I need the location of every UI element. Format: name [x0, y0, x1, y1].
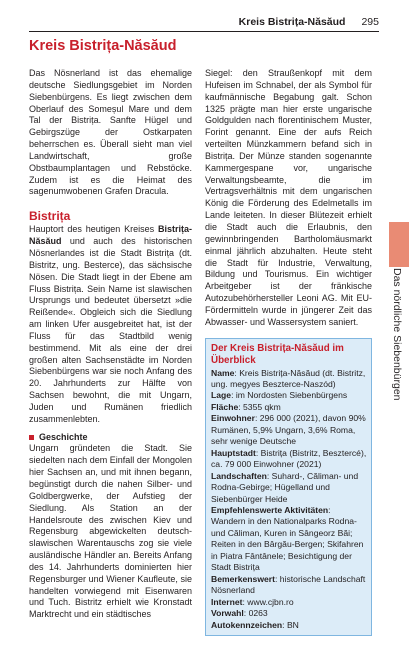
infobox-row-separator: :	[231, 390, 236, 401]
infobox-row-separator: :	[242, 596, 248, 607]
infobox-row-label: Vorwahl	[211, 608, 244, 619]
page-number: 295	[361, 16, 379, 28]
side-label-text: Das nördliche Siebenbürgen	[391, 268, 403, 401]
infobox-row-value: www.cjbn.ro	[247, 596, 294, 607]
section-title: Bistrița	[29, 209, 71, 224]
infobox-row-label: Landschaften	[211, 470, 267, 481]
paragraph-text: und auch des historischen Nösnerlandes ist die Stadt Bistrița (dt. Bistritz, ung. Besterce), das sächsische Nösen. Die Stadt liegt in der Ebene am Fluss Bistrița. Sein Name ist slawischen Ursprungs und bedeutet übersetzt »die Reißende«. Obgleich sich die Siedlung am linken Ufer ausgebreitet hat, ist der Fluss für das Stadtbild wenig bestimmend. Mit als eine der drei großen alten Sachsenstädte im Norden Siebenbürgens war sie noch Anfang des 20. Jahrhunderts zur Hälfte von Sachsen bewohnt, die mit Ungarn, Juden und Rumänen friedlich zusammenlebten.	[29, 236, 192, 424]
infobox-row	[211, 471, 367, 505]
infobox-row	[211, 608, 367, 619]
infobox-row-value: BN	[286, 619, 299, 630]
infobox-row-value: Kreis Bistrița-Năsăud (dt. Bistritz, ung. megyes Beszterce-Naszód)	[211, 367, 366, 390]
side-label	[389, 268, 409, 428]
bistrita-paragraph	[29, 224, 192, 425]
infobox-row-separator: :	[328, 505, 331, 515]
paragraph-text: Hauptort des heutigen Kreises	[29, 224, 158, 235]
infobox-row-label: Einwohner	[211, 413, 255, 424]
overview-infobox	[205, 338, 372, 636]
intro-paragraph: Das Nösnerland ist das ehemalige deutsche Siedlungsgebiet im Norden Siebenbürgens. Es liegt zwischen dem Oberlauf des Someșul Mare und dem Tal der Bistrița. Sanfte Hügel und Gebirgszüge der Ostkarpaten beherrschen es. Überall sieht man viel Landwirtschaft, große Obstbaumplantagen und Rebstöcke. Zudem ist es die Heimat des sagenumwobenen Grafen Dracula.	[29, 68, 192, 197]
infobox-row-value: im Nordosten Siebenbürgens	[235, 390, 348, 401]
history-continued-paragraph: Siegel: den Straußenkopf mit dem Hufeisen im Schnabel, der als Symbol für kaufmännische Begabung galt. Schon 1325 prägte man hier erste ungarische Goldgulden nach florentinischem Muster, Forint genannt. Eine der aufs Reich verteilten Münzkammern befand sich in Bistrița. Der Münze standen sogenannte Kammergespane vor, ungarische Verwaltungsbeamte, die im Vertragsverhältnis mit dem ungarischen König die Förderung des Edelmetalls im Lande leiteten. In dieser Blütezeit erhielt die Stadt auch die Erlaubnis, den gewinnbringenden Bartholomäusmarkt einmal jährlich abzuhalten. Heute steht die Stadt für Industrie, Verwaltung, Bildung und Tourismus. Ein wichtiger Arbeitgeber ist der fränkische Autozubehörhersteller Leoni AG. Mit EU-Fördermitteln wurde in jüngerer Zeit das Abwasser- und Wassersystem saniert.	[205, 68, 372, 327]
infobox-row	[211, 505, 367, 574]
infobox-row	[211, 574, 367, 597]
infobox-title: Der Kreis Bistrița-Năsăud im Überblick	[211, 342, 344, 366]
infobox-row-label: Empfehlenswerte Aktivitäten	[211, 505, 329, 515]
infobox-row-label: Fläche	[211, 401, 239, 412]
running-title: Kreis Bistrița-Năsăud	[238, 16, 346, 28]
infobox-row	[211, 390, 367, 401]
infobox-row-separator: :	[243, 608, 249, 619]
infobox-row-label: Hauptstadt	[211, 447, 256, 458]
square-bullet-icon	[29, 435, 34, 440]
infobox-row	[211, 402, 367, 413]
infobox-row-separator: :	[255, 447, 261, 458]
left-column	[29, 68, 192, 621]
infobox-row	[211, 413, 367, 447]
infobox-row-label: Name	[211, 367, 235, 378]
infobox-row-separator: :	[266, 470, 272, 481]
infobox-row-value: 296 000 (2021), davon 90% Rumänen, 5,9% Ungarn, 3,6% Roma, sehr wenige Deutsche	[211, 413, 366, 447]
right-column	[205, 68, 372, 636]
infobox-row-separator: :	[282, 619, 287, 630]
infobox-row-label: Bemerkenswert	[211, 573, 276, 584]
infobox-row-value: 0263	[248, 608, 268, 619]
history-paragraph: Ungarn gründeten die Stadt. Sie siedelten nach dem Einfall der Mongolen hier Sachsen an, und mit ihnen begann, begünstigt durch die nahen Silber- und Goldbergwerke, der Aufstieg der Siedlung. Als Station an der Handelsroute des zwischen Kiev und Regensburg abgewickelten deutsch-slawischen Warentauschs zog sie viele ausländische Händler an. Bereits Anfang des 14. Jahrhunderts dominierten hier Regensburger und Wiener Kaufleute, sie handelten vorwiegend mit Eisenwaren und Tuch. Bistritz erhielt wie Kronstadt Marktrecht und ein städtisches	[29, 443, 192, 620]
infobox-row-separator: :	[238, 401, 244, 412]
chapter-title: Kreis Bistrița-Năsăud	[29, 38, 177, 54]
infobox-row-value: Suhard-, Căliman- und Rodna-Gebirge; Hügelland und Siebenbürger Heide	[211, 470, 359, 504]
chapter-thumb-tab	[389, 222, 409, 267]
infobox-row-separator: :	[254, 413, 260, 424]
infobox-row-separator: :	[234, 367, 240, 378]
infobox-row	[211, 448, 367, 471]
infobox-row	[211, 597, 367, 608]
infobox-row-value: historische Landschaft Nösnerland	[211, 573, 366, 596]
infobox-row-value: 5355 qkm	[243, 401, 281, 412]
infobox-rows	[211, 368, 367, 631]
running-head	[239, 16, 379, 28]
infobox-row-label: Lage	[211, 390, 232, 401]
infobox-row-separator: :	[275, 573, 280, 584]
infobox-row	[211, 368, 367, 391]
header-rule	[29, 31, 379, 32]
infobox-row-label: Autokennzeichen	[211, 619, 283, 630]
infobox-row-label: Internet	[211, 596, 243, 607]
infobox-row-value: Wandern in den Nationalparks Rodna- und Căliman, Kuren in Sângeorz Băi; Reiten in den Bârgău-Bergen; Skifahren in Piatra Fântânele; Besichtigung der Stadt Bistrița	[211, 516, 364, 573]
bold-term: Bistrița-Năsăud	[29, 224, 192, 247]
infobox-row-value: Bistrița (Bistritz, Besztercé), ca. 79 000 Einwohner (2021)	[211, 447, 367, 470]
subsection-label: Geschichte	[39, 431, 88, 442]
subsection-title	[29, 432, 192, 444]
infobox-row	[211, 620, 367, 631]
